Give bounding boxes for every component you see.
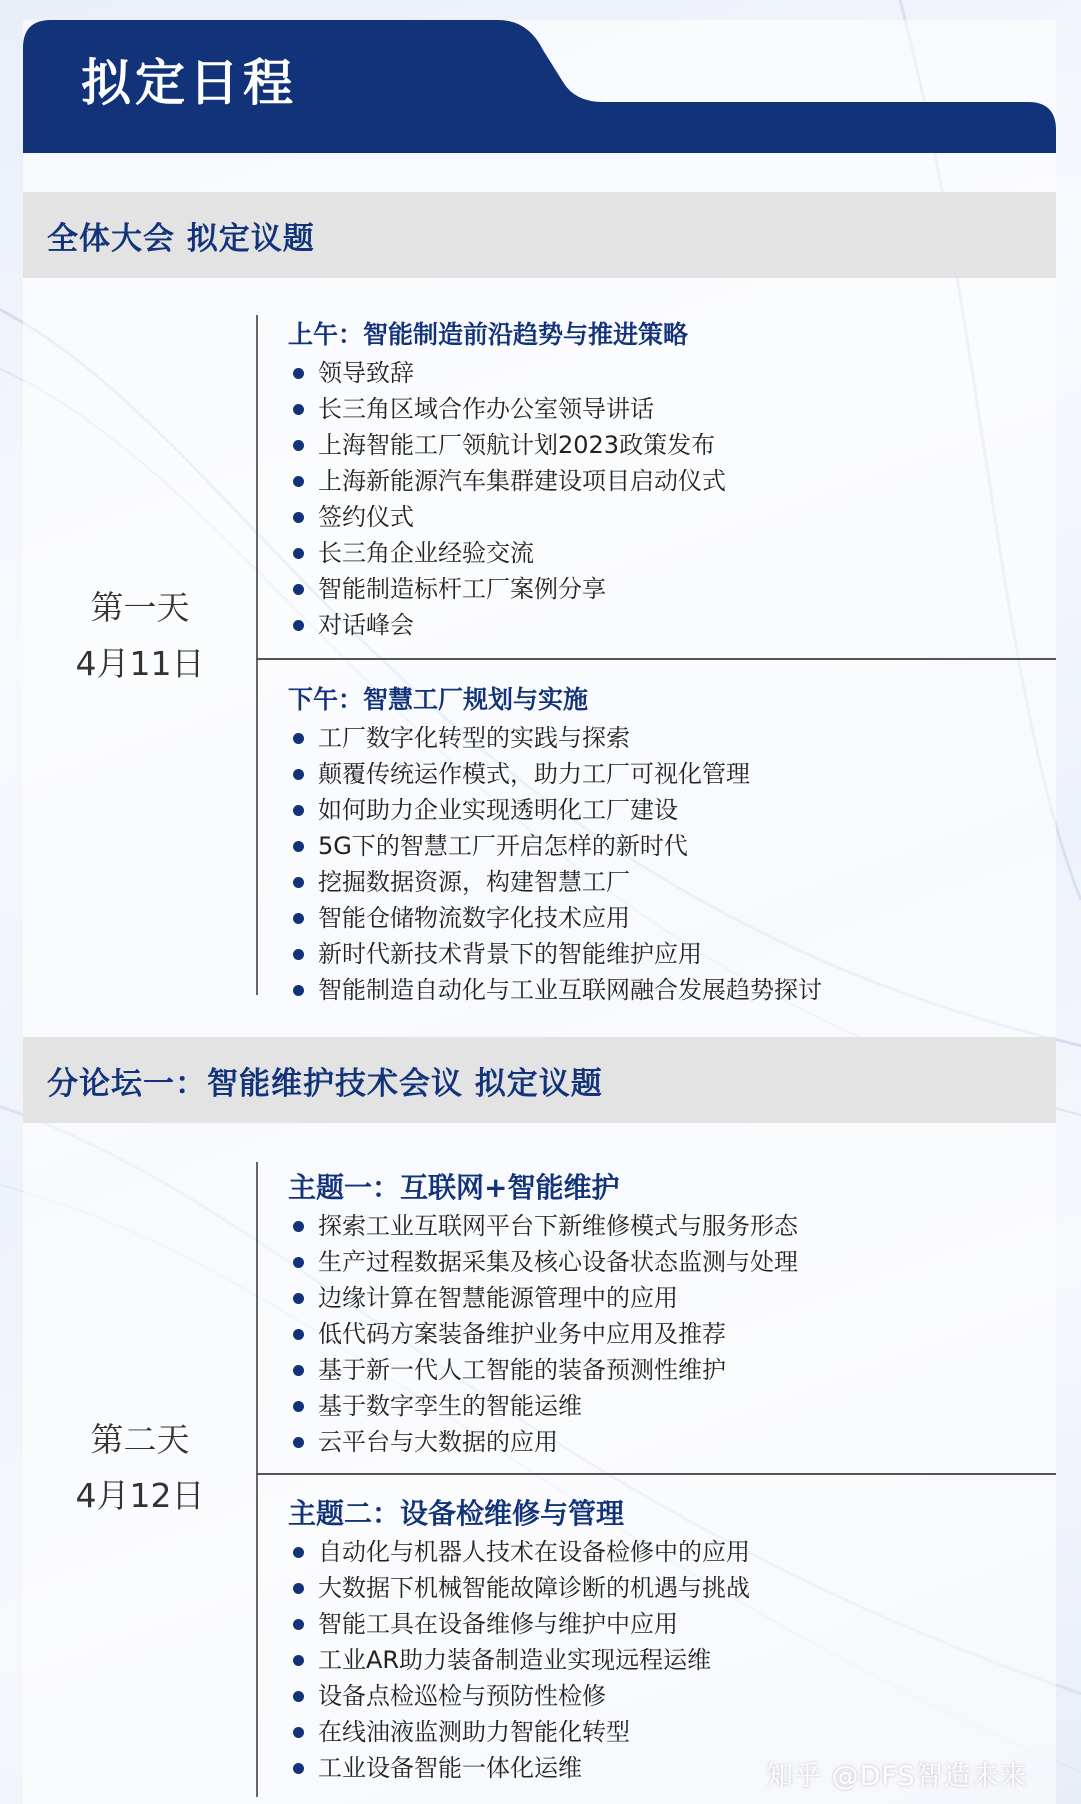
bullet-icon: [293, 1583, 304, 1594]
bullet-icon: [293, 1691, 304, 1702]
bullet-icon: [293, 1221, 304, 1232]
bullet-icon: [293, 985, 304, 996]
bullet-icon: [293, 584, 304, 595]
list-item: 智能制造自动化与工业互联网融合发展趋势探讨: [288, 972, 822, 1008]
list-item: 上海智能工厂领航计划2023政策发布: [288, 427, 726, 463]
bullet-icon: [293, 1727, 304, 1738]
list-item: 自动化与机器人技术在设备检修中的应用: [288, 1534, 750, 1570]
bullet-icon: [293, 476, 304, 487]
bullet-icon: [293, 1655, 304, 1666]
bullet-icon: [293, 913, 304, 924]
section-title: 全体大会 拟定议题: [47, 220, 315, 257]
section-title: 分论坛一：智能维护技术会议 拟定议题: [47, 1065, 603, 1102]
list-item: 5G下的智慧工厂开启怎样的新时代: [288, 828, 822, 864]
header-banner: [23, 20, 1056, 153]
list-item: 设备点检巡检与预防性检修: [288, 1678, 750, 1714]
day-label-1: [40, 580, 240, 692]
topic-title: 主题一：互联网+智能维护: [288, 1171, 620, 1204]
topic-two: [288, 1494, 750, 1786]
bullet-icon: [293, 1365, 304, 1376]
bullet-icon: [293, 620, 304, 631]
watermark: 知乎 @DFS智造未来: [766, 1761, 1028, 1792]
list-item: 大数据下机械智能故障诊断的机遇与挑战: [288, 1570, 750, 1606]
bullet-icon: [293, 1619, 304, 1630]
list-item: 长三角企业经验交流: [288, 535, 726, 571]
divider-horizontal: [256, 1473, 1056, 1475]
session-title: 上午：智能制造前沿趋势与推进策略: [288, 320, 689, 349]
bullet-icon: [293, 877, 304, 888]
list-item: 边缘计算在智慧能源管理中的应用: [288, 1280, 798, 1316]
session-afternoon: [288, 680, 822, 1008]
bullet-icon: [293, 512, 304, 523]
bullet-icon: [293, 733, 304, 744]
divider-vertical: [256, 315, 258, 995]
bullet-icon: [293, 404, 304, 415]
list-item: 对话峰会: [288, 607, 726, 643]
day-name: 第一天: [90, 588, 190, 627]
list-item: 在线油液监测助力智能化转型: [288, 1714, 750, 1750]
bullet-icon: [293, 1401, 304, 1412]
list-item: 工厂数字化转型的实践与探索: [288, 720, 822, 756]
list-item: 签约仪式: [288, 499, 726, 535]
bullet-icon: [293, 1547, 304, 1558]
list-item: 生产过程数据采集及核心设备状态监测与处理: [288, 1244, 798, 1280]
list-item: 上海新能源汽车集群建设项目启动仪式: [288, 463, 726, 499]
list-item: 基于数字孪生的智能运维: [288, 1388, 798, 1424]
session-morning: [288, 315, 726, 643]
section-bar-forum: [23, 1037, 1056, 1123]
list-item: 低代码方案装备维护业务中应用及推荐: [288, 1316, 798, 1352]
list-item: 颠覆传统运作模式，助力工厂可视化管理: [288, 756, 822, 792]
list-item: 智能制造标杆工厂案例分享: [288, 571, 726, 607]
bullet-icon: [293, 1763, 304, 1774]
day-label-2: [40, 1412, 240, 1524]
bullet-icon: [293, 1257, 304, 1268]
list-item: 工业AR助力装备制造业实现远程运维: [288, 1642, 750, 1678]
section-bar-plenary: [23, 192, 1056, 278]
bullet-icon: [293, 548, 304, 559]
bullet-icon: [293, 805, 304, 816]
divider-horizontal: [256, 658, 1056, 660]
bullet-icon: [293, 440, 304, 451]
list-item: 智能工具在设备维修与维护中应用: [288, 1606, 750, 1642]
bullet-icon: [293, 769, 304, 780]
bullet-icon: [293, 1293, 304, 1304]
bullet-icon: [293, 949, 304, 960]
day-date: 4月12日: [75, 1476, 205, 1515]
bullet-icon: [293, 1437, 304, 1448]
bullet-icon: [293, 1329, 304, 1340]
topic-title: 主题二：设备检维修与管理: [288, 1497, 625, 1530]
page-title: 拟定日程: [81, 54, 297, 112]
list-item: 领导致辞: [288, 355, 726, 391]
list-item: 如何助力企业实现透明化工厂建设: [288, 792, 822, 828]
session-title: 下午：智慧工厂规划与实施: [288, 685, 589, 714]
topic-one: [288, 1168, 798, 1460]
list-item: 新时代新技术背景下的智能维护应用: [288, 936, 822, 972]
list-item: 探索工业互联网平台下新维修模式与服务形态: [288, 1208, 798, 1244]
day-date: 4月11日: [75, 644, 205, 683]
list-item: 工业设备智能一体化运维: [288, 1750, 750, 1786]
list-item: 智能仓储物流数字化技术应用: [288, 900, 822, 936]
list-item: 云平台与大数据的应用: [288, 1424, 798, 1460]
bullet-icon: [293, 841, 304, 852]
list-item: 基于新一代人工智能的装备预测性维护: [288, 1352, 798, 1388]
divider-vertical: [256, 1162, 258, 1797]
list-item: 挖掘数据资源，构建智慧工厂: [288, 864, 822, 900]
list-item: 长三角区域合作办公室领导讲话: [288, 391, 726, 427]
bullet-icon: [293, 368, 304, 379]
day-name: 第二天: [90, 1420, 190, 1459]
